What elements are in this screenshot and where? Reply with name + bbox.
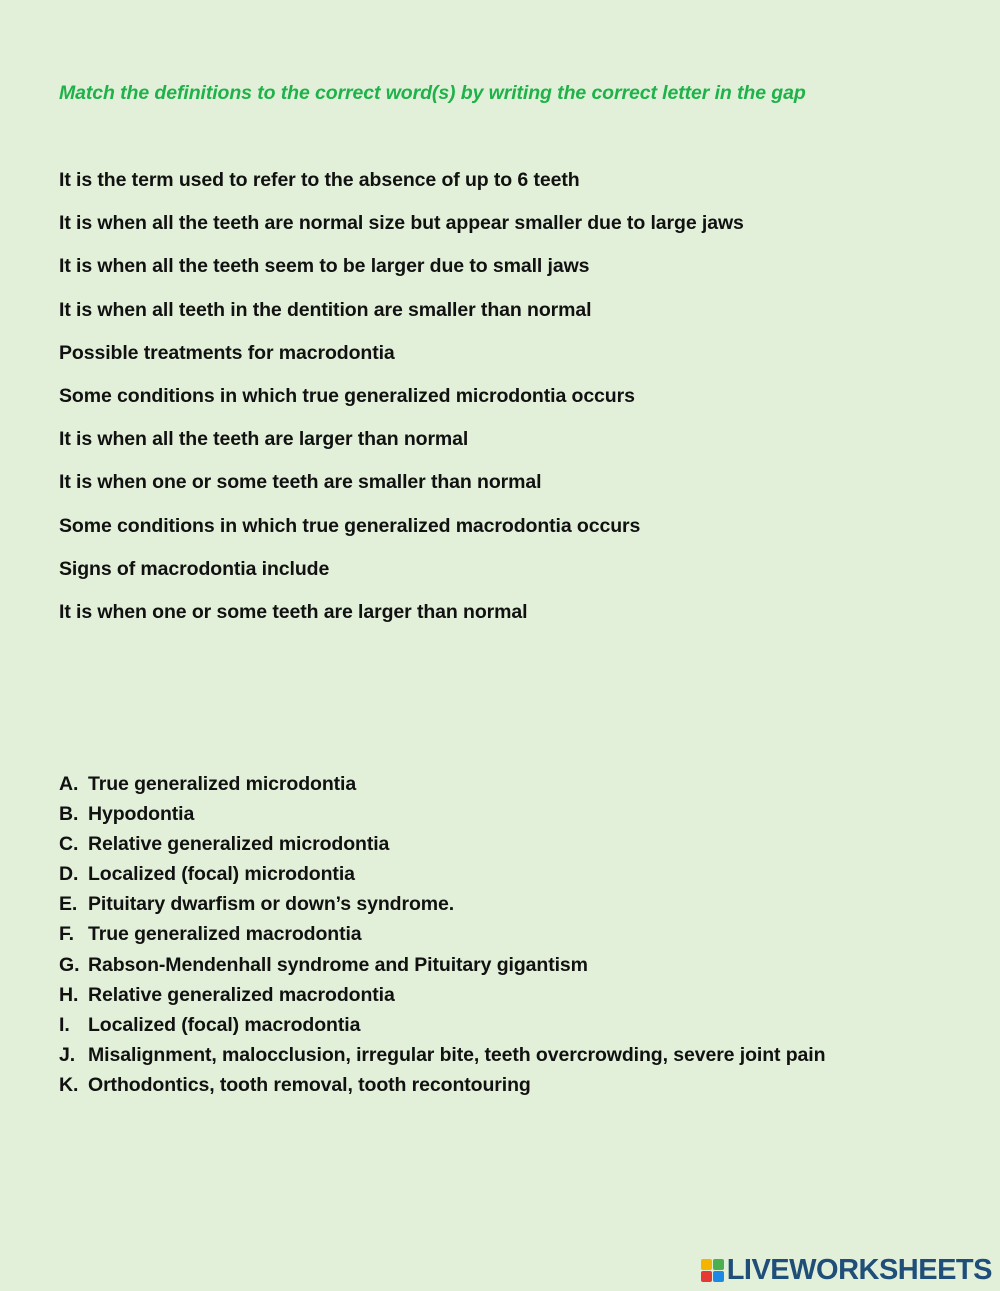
option-letter: B.	[59, 803, 79, 826]
option-text: Relative generalized microdontia	[88, 833, 390, 856]
definition-item: It is when all the teeth seem to be larger due to small jaws	[59, 255, 590, 278]
option-item	[59, 892, 825, 922]
logo-mark-icon	[701, 1259, 724, 1282]
definition-item: It is when all the teeth are normal size but appear smaller due to large jaws	[59, 212, 744, 235]
logo-text: LIVEWORKSHEETS	[726, 1254, 992, 1286]
definition-item: It is when one or some teeth are smaller than normal	[59, 471, 542, 494]
option-letter: I.	[59, 1013, 70, 1036]
option-item	[59, 983, 825, 1013]
option-item	[59, 922, 825, 952]
option-text: Rabson-Mendenhall syndrome and Pituitary gigantism	[88, 953, 588, 976]
option-item	[59, 802, 825, 832]
option-letter: E.	[59, 893, 78, 916]
instruction-heading: Match the definitions to the correct word(s) by writing the correct letter in the gap	[59, 82, 806, 104]
option-letter: A.	[59, 773, 79, 795]
definition-item: Signs of macrodontia include	[59, 557, 330, 580]
option-item	[59, 953, 825, 983]
definition-item: It is when one or some teeth are larger than normal	[59, 600, 528, 623]
option-item	[59, 1043, 825, 1073]
definition-item: Possible treatments for macrodontia	[59, 341, 395, 364]
option-letter: D.	[59, 863, 79, 886]
option-item	[59, 1073, 825, 1103]
definition-item: It is the term used to refer to the absence of up to 6 teeth	[59, 169, 580, 191]
logo-mark-square	[701, 1271, 712, 1282]
option-text: Misalignment, malocclusion, irregular bite, teeth overcrowding, severe joint pain	[88, 1043, 826, 1066]
option-text: True generalized microdontia	[88, 773, 357, 795]
logo-mark-square	[701, 1259, 712, 1270]
option-letter: C.	[59, 833, 79, 856]
option-letter: F.	[59, 923, 74, 946]
definitions-list	[59, 168, 744, 643]
option-letter: G.	[59, 953, 80, 976]
option-text: Hypodontia	[88, 803, 195, 826]
definition-item: Some conditions in which true generalized microdontia occurs	[59, 384, 635, 407]
option-text: True generalized macrodontia	[88, 923, 362, 946]
option-letter: J.	[59, 1043, 76, 1066]
option-item	[59, 832, 825, 862]
option-text: Orthodontics, tooth removal, tooth recontouring	[88, 1073, 531, 1096]
definition-item: It is when all the teeth are larger than normal	[59, 428, 469, 451]
logo-mark-square	[713, 1271, 724, 1282]
option-letter: H.	[59, 983, 79, 1006]
option-text: Localized (focal) microdontia	[88, 863, 355, 886]
definition-item: It is when all teeth in the dentition are smaller than normal	[59, 298, 592, 321]
option-item	[59, 772, 825, 802]
liveworksheets-logo	[701, 1255, 992, 1285]
option-text: Localized (focal) macrodontia	[88, 1013, 361, 1036]
option-text: Relative generalized macrodontia	[88, 983, 395, 1006]
definition-item: Some conditions in which true generalized macrodontia occurs	[59, 514, 641, 537]
option-item	[59, 862, 825, 892]
option-letter: K.	[59, 1073, 79, 1096]
options-list	[59, 772, 825, 1103]
option-item	[59, 1013, 825, 1043]
option-text: Pituitary dwarfism or down’s syndrome.	[88, 893, 455, 916]
logo-mark-square	[713, 1259, 724, 1270]
